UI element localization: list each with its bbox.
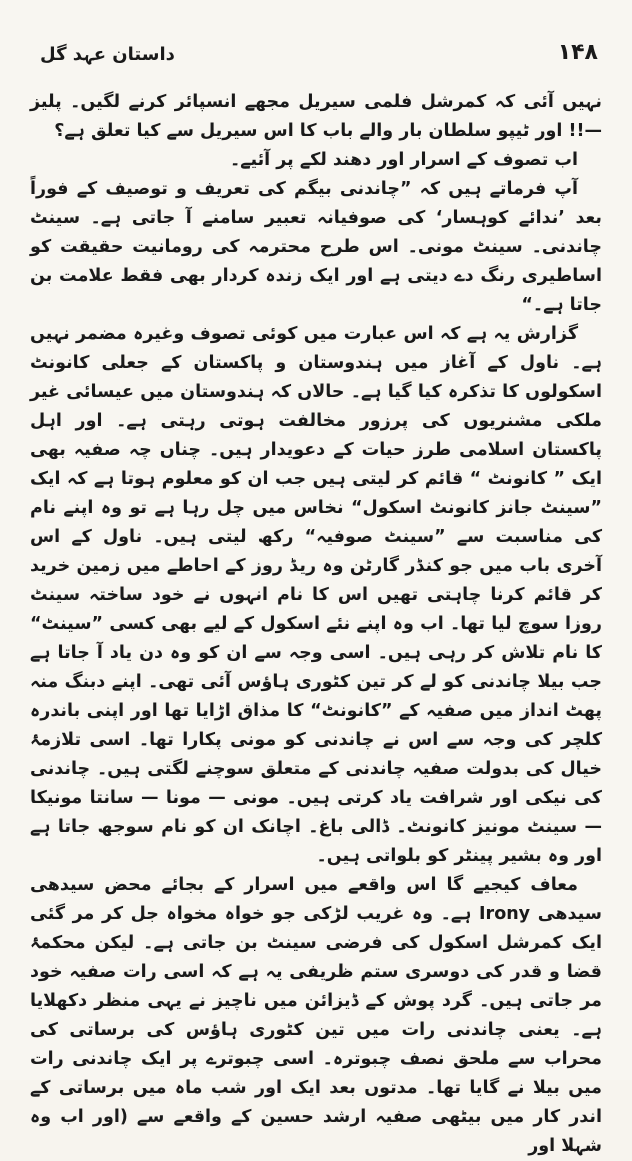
page-header: [30, 40, 602, 80]
paragraph-1: نہیں آئی کہ کمرشل فلمی سیریل مجھے انسپائر کرنے لگیں۔ پلیز —!! اور ٹیپو سلطان بار والے باب کا اس سیریل سے کیا تعلق ہے؟: [30, 92, 602, 141]
paragraph-2: اب تصوف کے اسرار اور دھند لکے پر آئیے۔: [229, 150, 578, 170]
page-number: ۱۴۸: [557, 40, 598, 65]
paragraph-4: گزارش یہ ہے کہ اس عبارت میں کوئی تصوف وغیرہ مضمر نہیں ہے۔ ناول کے آغاز میں ہندوستان و پاکستان کے جعلی کانونٹ اسکولوں کا تذکرہ کیا گیا ہے۔ حالاں کہ ہندوستان میں عیسائی غیر ملکی مشنریوں کی پرزور مخالفت ہوتی رہتی ہے۔ اور اہل پاکستان اسلامی طرز حیات کے دعویدار ہیں۔ چناں چہ صفیہ بھی ایک ” کانونٹ “ قائم کر لیتی ہیں جب ان کو معلوم ہوتا ہے کہ ایک ”سینٹ جانز کانونٹ اسکول“ نخاس میں چل رہا ہے تو وہ اپنے نام کی مناسبت سے ”سینٹ صوفیہ“ رکھ لیتی ہیں۔ ناول کے اس آخری باب میں جو کنڈر گارٹن وہ ریڈ روز کے احاطے میں زمین خرید کر قائم کرنا چاہتی تھیں اس کا نام انہوں نے خود ساختہ سینٹ روزا سوچ لیا تھا۔ اب وہ اپنے نئے اسکول کے لیے بھی کسی ”سینٹ“ کا نام تلاش کر رہی ہیں۔ اسی وجہ سے ان کو وہ دن یاد آ جاتا ہے جب بیلا چاندنی کو لے کر تین کٹوری ہاؤس آئی تھی۔ اپنے دبنگ منہ پھٹ انداز میں صفیہ کے ”کانونٹ“ کا مذاق اڑایا تھا اور اپنی باندرہ کلچر کی وجہ سے اس نے چاندنی کو مونی پکارا تھا۔ اسی تلازمۂ خیال کی بدولت صفیہ چاندنی کے متعلق سوچنے لگتی ہیں۔ چاندنی کی نیکی اور شرافت یاد کرتی ہیں۔ مونی — مونا — سانتا مونیکا — سینٹ مونیز کانونٹ۔ ڈالی باغ۔ اچانک ان کو نام سوجھ جاتا ہے اور وہ بشیر پینٹر کو بلواتی ہیں۔: [30, 324, 602, 866]
page-body: [30, 88, 602, 1161]
paragraph-5: معاف کیجیے گا اس واقعے میں اسرار کے بجائے محض سیدھی سیدھی Irony ہے۔ وہ غریب لڑکی جو خواہ مخواہ جل کر مر گئی ایک کمرشل اسکول کی فرضی سینٹ بن جاتی ہے۔ لیکن محکمۂ قضا و قدر کی دوسری ستم ظریفی یہ ہے کہ اسی رات صفیہ خود مر جاتی ہیں۔ گرد پوش کے ڈیزائن میں ناچیز نے یہی منظر دکھلایا ہے۔ یعنی چاندنی رات میں تین کٹوری ہاؤس کی برساتی کی محراب سے ملحق نصف چبوترہ۔ اسی چبوترے پر ایک چاندنی رات میں بیلا نے گایا تھا۔ مدتوں بعد ایک اور شب ماہ میں برساتی کے اندر کار میں بیٹھی صفیہ ارشد حسین کے واقعے سے (اور اب وہ شہلا اور: [30, 875, 602, 1156]
running-title: داستان عہد گل: [40, 44, 175, 65]
paragraph-3: آپ فرماتے ہیں کہ ”چاندنی بیگم کی تعریف و توصیف کے فوراً بعد ’ندائے کوہسار‘ کی صوفیانہ تعبیر سامنے آ جاتی ہے۔ سینٹ چاندنی۔ سینٹ مونی۔ اس طرح محترمہ کی رومانیت حقیقت کو اساطیری رنگ دے دیتی ہے اور ایک زندہ کردار بھی فقط علامت بن جاتا ہے۔“: [30, 179, 602, 315]
